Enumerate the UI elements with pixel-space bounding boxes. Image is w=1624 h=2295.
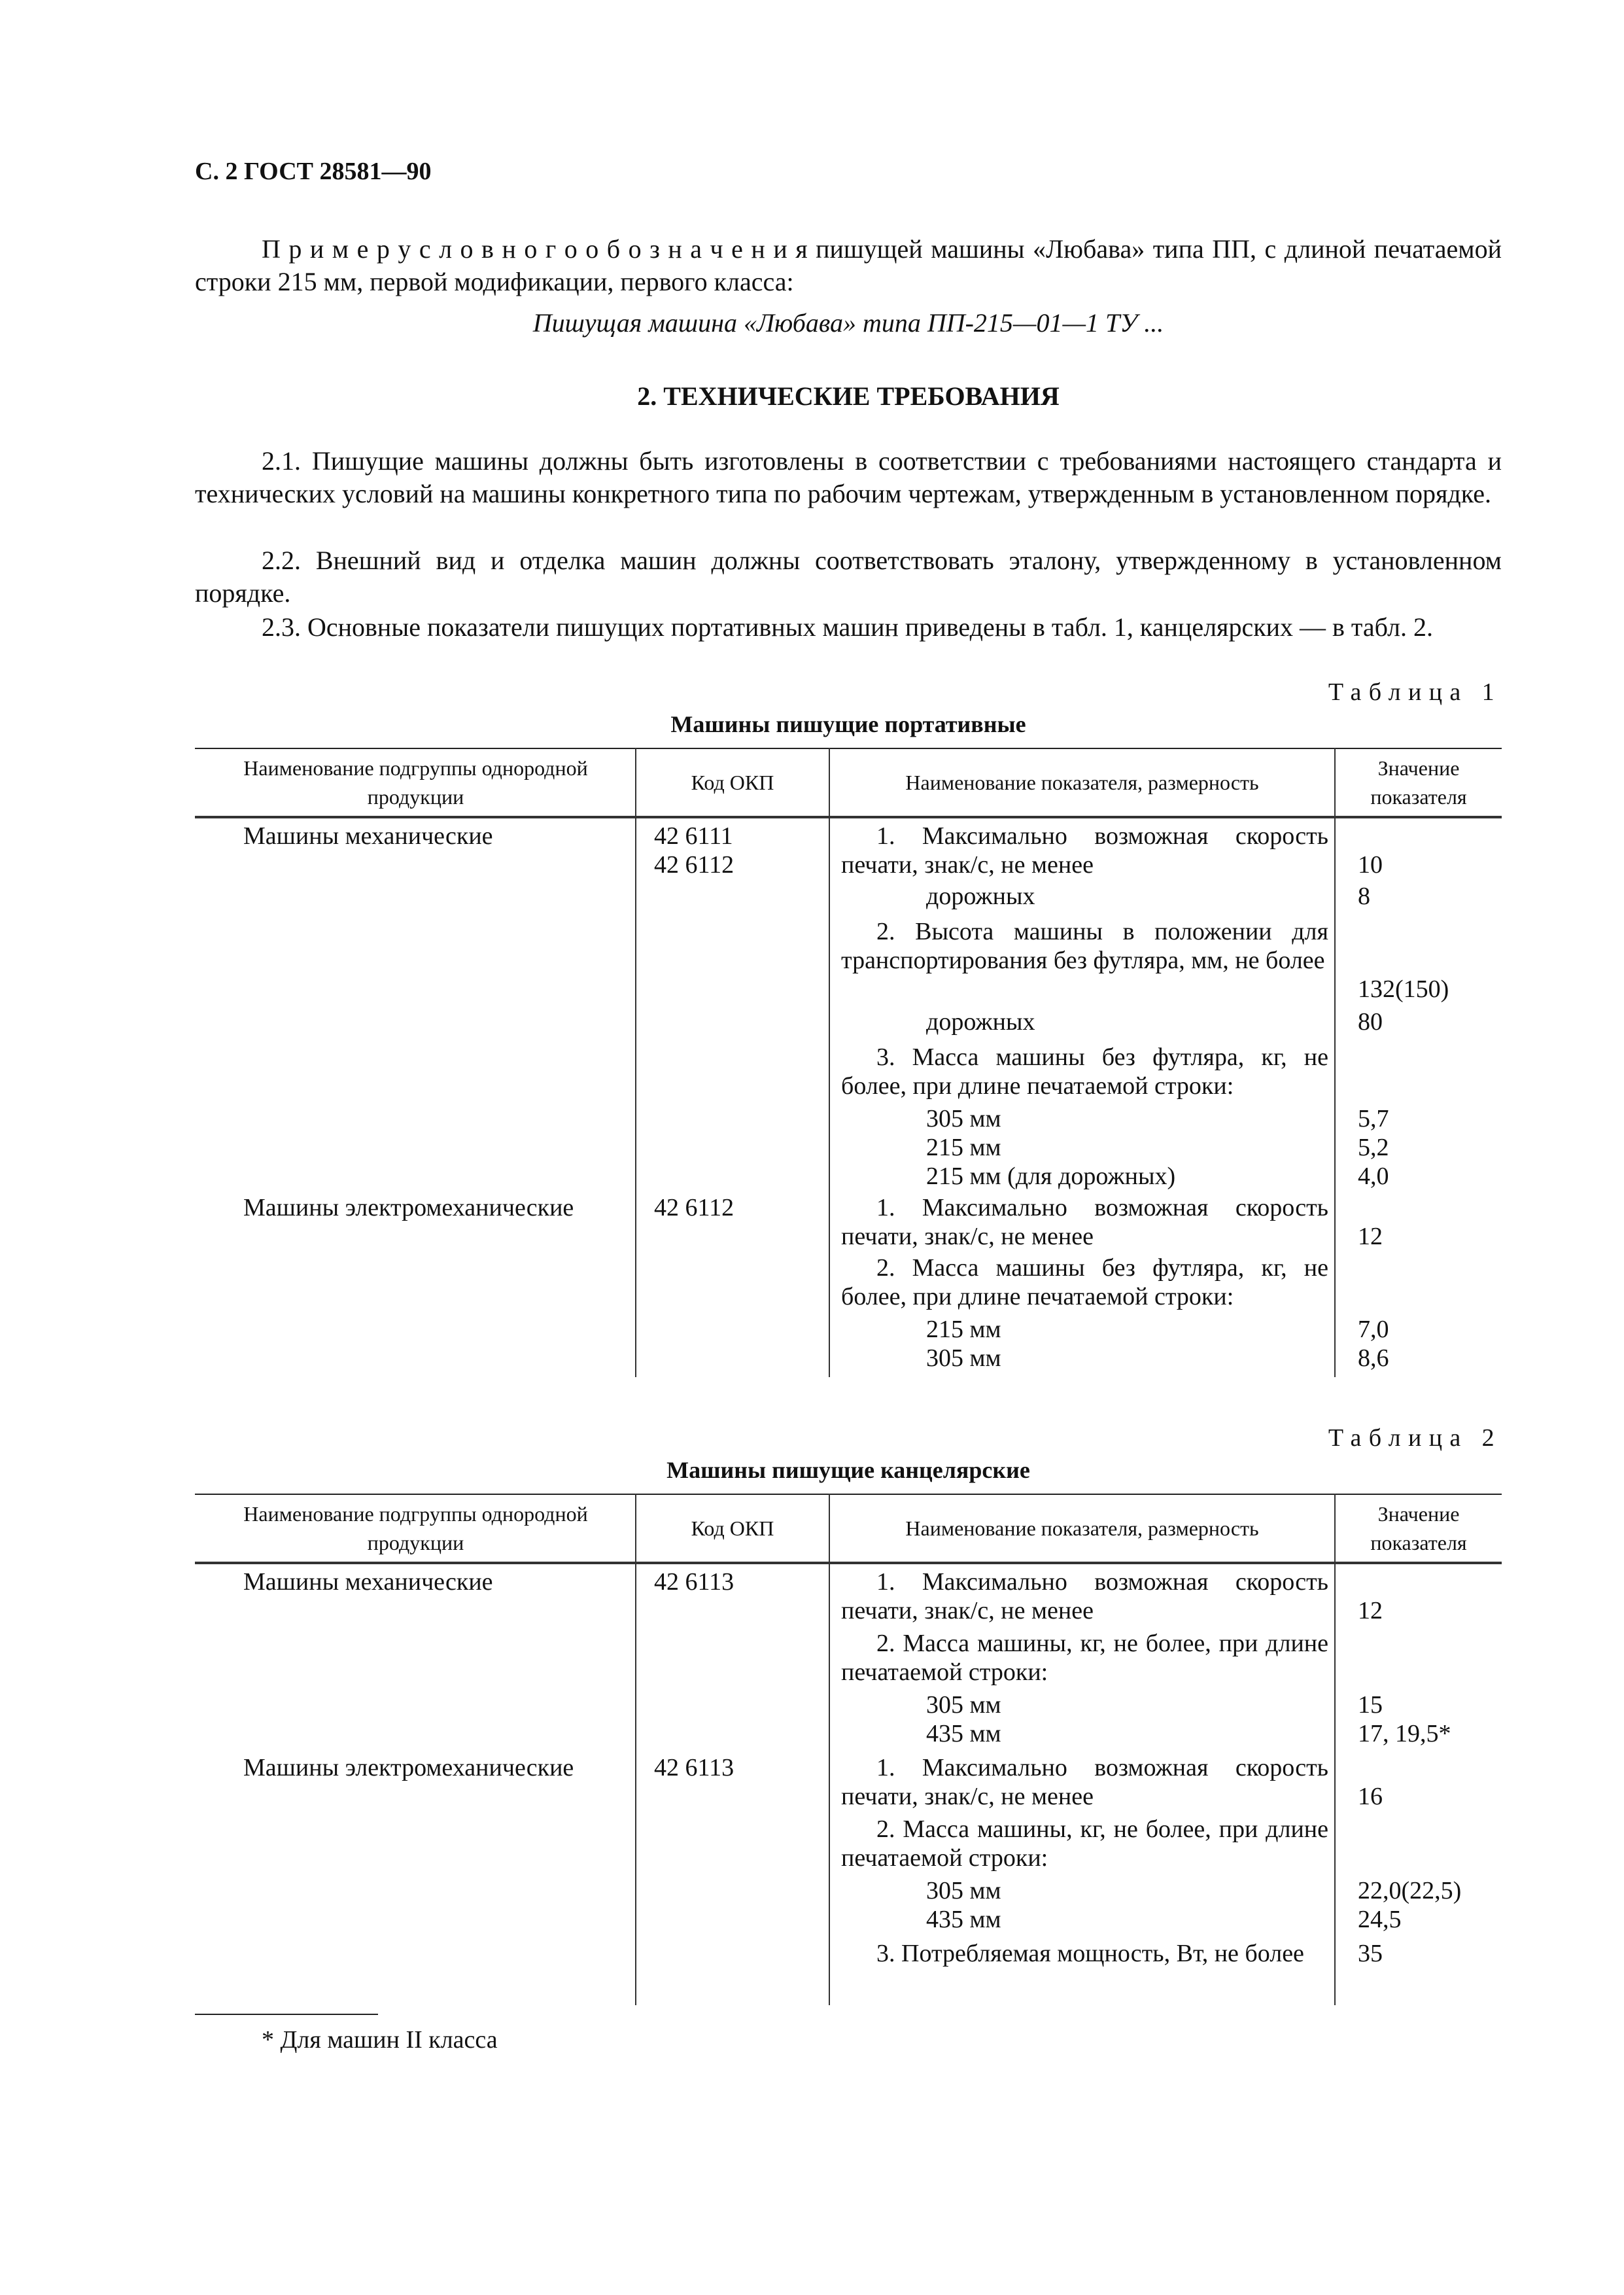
table-row-value: 12 <box>1358 1223 1383 1250</box>
table2-divider <box>1334 1494 1336 2005</box>
footnote: * Для машин II класса <box>262 2026 498 2054</box>
table-row-value: 8 <box>1358 883 1370 910</box>
table-row-indicator: 215 мм <box>926 1316 1001 1343</box>
table-row-value: 132(150) <box>1358 975 1449 1003</box>
table-row-indicator: 2. Масса машины, кг, не более, при длине печатаемой строки: <box>841 1630 1328 1686</box>
paragraph-2-1: 2.1. Пишущие машины должны быть изготовлены в соответствии с требованиями настоящего стандарта и технических условий на машины конкретного типа по рабочим чертежам, утвержденным в установленном порядке. <box>195 446 1502 508</box>
table1-divider <box>1334 748 1336 1377</box>
table1-header-value: Значение показателя <box>1370 756 1467 809</box>
designation-example-paragraph <box>195 233 1502 298</box>
table1-label: Таблица 1 <box>1328 678 1502 706</box>
table-row-code: 42 6112 <box>654 851 734 879</box>
table1-header-code: Код ОКП <box>691 771 774 794</box>
table1-divider <box>635 748 636 1377</box>
table-row-indicator: 215 мм (для дорожных) <box>926 1163 1176 1190</box>
table-row-group: Машины электромеханические <box>243 1194 574 1221</box>
table-row-indicator: 3. Масса машины без футляра, кг, не более, при длине печатаемой строки: <box>841 1043 1328 1100</box>
table-row-value: 24,5 <box>1358 1906 1402 1933</box>
table2-header-rule <box>195 1562 1502 1564</box>
table-row-indicator: 215 мм <box>926 1134 1001 1161</box>
table-row-indicator: 3. Потребляемая мощность, Вт, не более <box>876 1940 1304 1967</box>
table-row-indicator: 305 мм <box>926 1691 1001 1719</box>
table1-header-group: Наименование подгруппы однородной продукции <box>243 756 588 809</box>
table-row-code: 42 6113 <box>654 1754 734 1781</box>
table-row-value: 16 <box>1358 1783 1383 1810</box>
table2-label: Таблица 2 <box>1328 1424 1502 1452</box>
table-row-indicator: 2. Масса машины без футляра, кг, не более, при длине печатаемой строки: <box>841 1254 1328 1310</box>
table1-title: Машины пишущие портативные <box>670 711 1026 737</box>
table-row-indicator: 1. Максимально возможная скорость печати, знак/с, не менее <box>841 822 1328 879</box>
table-row-indicator: 435 мм <box>926 1906 1001 1933</box>
table-row-indicator: 1. Максимально возможная скорость печати, знак/с, не менее <box>841 1568 1328 1624</box>
table-row-value: 22,0(22,5) <box>1358 1877 1462 1904</box>
table-row-group: Машины механические <box>243 822 493 850</box>
table-row-code: 42 6113 <box>654 1568 734 1596</box>
table1-header-indicator: Наименование показателя, размерность <box>905 771 1259 794</box>
table-row-code: 42 6111 <box>654 822 733 850</box>
table-row-indicator: 1. Максимально возможная скорость печати, знак/с, не менее <box>841 1194 1328 1250</box>
section-title: 2. ТЕХНИЧЕСКИЕ ТРЕБОВАНИЯ <box>637 381 1060 411</box>
table-row-indicator: дорожных <box>926 1008 1035 1036</box>
table2-title: Машины пишущие канцелярские <box>666 1457 1030 1483</box>
table-row-indicator: 2. Высота машины в положении для транспортирования без футляра, мм, не более <box>841 918 1328 974</box>
table2-header-indicator: Наименование показателя, размерность <box>905 1516 1259 1540</box>
table-row-value: 5,7 <box>1358 1105 1389 1132</box>
table-row-value: 35 <box>1358 1940 1383 1967</box>
table-row-code: 42 6112 <box>654 1194 734 1221</box>
table-row-value: 8,6 <box>1358 1344 1389 1372</box>
table2-header-value: Значение показателя <box>1370 1502 1467 1554</box>
table-row-indicator: дорожных <box>926 883 1035 910</box>
table-row-indicator: 305 мм <box>926 1105 1001 1132</box>
designation-example: Пишущая машина «Любава» типа ПП-215—01—1 ТУ ... <box>532 308 1164 338</box>
table2-divider <box>829 1494 830 2005</box>
table-row-group: Машины электромеханические <box>243 1754 574 1781</box>
table-row-value: 5,2 <box>1358 1134 1389 1161</box>
footnote-rule <box>195 2014 378 2015</box>
table-row-value: 7,0 <box>1358 1316 1389 1343</box>
example-text: пишущей машины «Любава» типа ПП, с длиной печатаемой строки 215 мм, первой модификации, первого класса: <box>195 234 1502 296</box>
table-row-indicator: 435 мм <box>926 1720 1001 1747</box>
table1-header-rule <box>195 816 1502 818</box>
table-row-value: 4,0 <box>1358 1163 1389 1190</box>
table-row-indicator: 1. Максимально возможная скорость печати, знак/с, не менее <box>841 1754 1328 1810</box>
table2-header-group: Наименование подгруппы однородной продукции <box>243 1502 588 1554</box>
table-row-group: Машины механические <box>243 1568 493 1596</box>
paragraph-2-3: 2.3. Основные показатели пишущих портативных машин приведены в табл. 1, канцелярских — в табл. 2. <box>262 612 1433 642</box>
table2-header-code: Код ОКП <box>691 1516 774 1540</box>
example-lead: П р и м е р у с л о в н о г о о б о з н а ч е н и я <box>262 234 808 264</box>
table-row-value: 15 <box>1358 1691 1383 1719</box>
page-header: С. 2 ГОСТ 28581—90 <box>195 158 432 185</box>
table2-divider <box>635 1494 636 2005</box>
table-row-indicator: 305 мм <box>926 1344 1001 1372</box>
table-row-value: 17, 19,5* <box>1358 1720 1451 1747</box>
table-row-indicator: 305 мм <box>926 1877 1001 1904</box>
table-row-value: 10 <box>1358 851 1383 879</box>
paragraph-2-2: 2.2. Внешний вид и отделка машин должны соответствовать эталону, утвержденному в установленном порядке. <box>195 546 1502 608</box>
table1-divider <box>829 748 830 1377</box>
table-row-value: 80 <box>1358 1008 1383 1036</box>
table-row-value: 12 <box>1358 1597 1383 1624</box>
table-row-indicator: 2. Масса машины, кг, не более, при длине печатаемой строки: <box>841 1815 1328 1872</box>
